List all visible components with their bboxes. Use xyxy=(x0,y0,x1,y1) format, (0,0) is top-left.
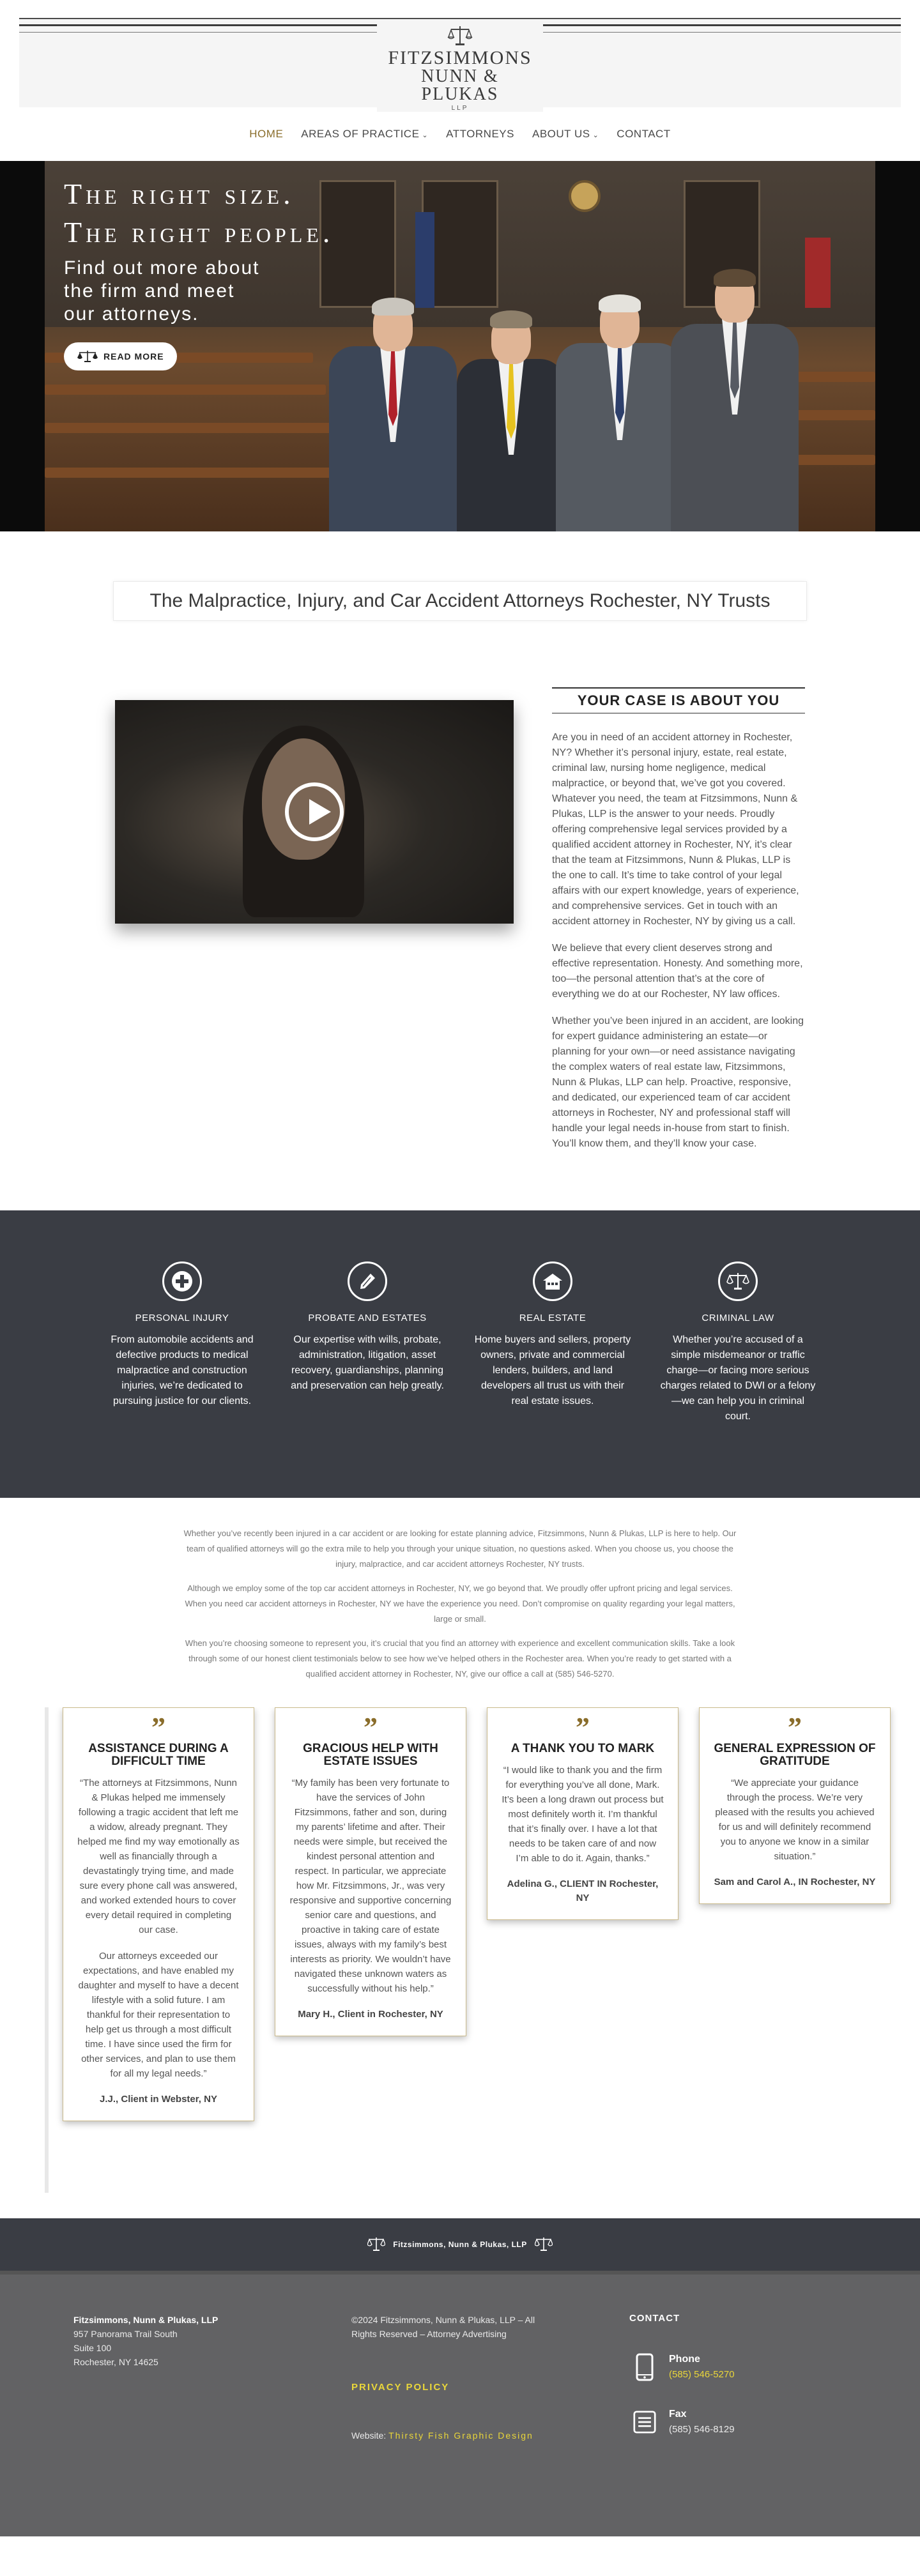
testimonial-title: GRACIOUS HELP WITH ESTATE ISSUES xyxy=(303,1742,438,1768)
quote-icon: ” xyxy=(788,1712,802,1743)
hero-subtext-3: our attorneys. xyxy=(64,303,199,324)
pen-icon xyxy=(348,1261,387,1301)
footer-address-line: Suite 100 xyxy=(73,2343,112,2353)
logo-line-2: NUNN & PLUKAS xyxy=(421,66,499,104)
practice-area-title: REAL ESTATE xyxy=(519,1313,586,1323)
page-title-box xyxy=(113,581,807,621)
practice-area-title: CRIMINAL LAW xyxy=(702,1313,774,1323)
footer-address xyxy=(73,2313,351,2536)
scales-icon xyxy=(535,2237,553,2252)
footer-address-line: Rochester, NY 14625 xyxy=(73,2357,158,2367)
practice-areas xyxy=(0,1210,920,1498)
phone-icon xyxy=(633,2352,656,2382)
read-more-button[interactable] xyxy=(64,342,177,370)
footer-address-line: 957 Panorama Trail South xyxy=(73,2329,178,2339)
phone-label: Phone xyxy=(669,2354,700,2365)
nav-label: HOME xyxy=(249,128,284,140)
pew xyxy=(45,423,339,433)
your-case-heading: YOUR CASE IS ABOUT YOU xyxy=(552,687,805,713)
scales-logo-icon xyxy=(447,24,473,47)
testimonial-title: A THANK YOU TO MARK xyxy=(510,1742,655,1755)
chevron-down-icon: ⌄ xyxy=(422,132,429,139)
site-logo[interactable] xyxy=(377,19,543,112)
quote-icon: ” xyxy=(151,1712,165,1743)
practice-area-title: PROBATE AND ESTATES xyxy=(308,1313,427,1323)
nav-label: ATTORNEYS xyxy=(446,128,514,140)
your-case-paragraph: We believe that every client deserves strong and effective representation. Honesty. And something more, too—the personal attention that’s at the core of everything we do at our Rochester, NY law offices. xyxy=(552,943,803,1000)
footer-logo-band xyxy=(0,2218,920,2275)
testimonial-title: GENERAL EXPRESSION OF GRATITUDE xyxy=(714,1742,876,1768)
intro-section xyxy=(115,687,920,1163)
footer-band-name: Fitzsimmons, Nunn & Plukas, LLP xyxy=(393,2240,527,2249)
pew xyxy=(45,468,351,478)
intro-paragraph: When you’re choosing someone to represent you, it’s crucial that you find an attorney with experience and excellent communication skills. Take a look through some of our honest client testimonials below to see how we’ve helped others in the Rochester area. When you’re ready to get started with a qualified accident attorney in Rochester, NY, give our office a call at (585) 546-5270. xyxy=(185,1638,735,1679)
testimonial-quote: “I would like to thank you and the firm for everything you’ve all done, Mark. It’s been a long drawn out process but most definitely worth it. I’m thankful that it’s finally over. I have a lot that needs to be taken care of and now I’m able to do it. Again, thanks.” xyxy=(502,1765,664,1864)
house-icon xyxy=(533,1261,572,1301)
testimonial-card[interactable] xyxy=(63,1707,254,2121)
practice-area-personal-injury[interactable] xyxy=(102,1261,262,1498)
nav-label: CONTACT xyxy=(617,128,671,140)
nav-attorneys[interactable] xyxy=(437,128,523,141)
fax-number: (585) 546-8129 xyxy=(669,2424,735,2435)
testimonial-author: Mary H., Client in Rochester, NY xyxy=(298,2009,443,2020)
practice-area-real-estate[interactable] xyxy=(473,1261,632,1498)
main-nav xyxy=(0,107,920,161)
scales-icon xyxy=(367,2237,385,2252)
quote-icon: ” xyxy=(364,1712,378,1743)
intro-paragraph: Although we employ some of the top car accident attorneys in Rochester, NY, we go beyond that. We proudly offer upfront pricing and legal services. When you need car accident attorneys in Rochester, NY we have the experience you need. Don’t compromise on quality regarding your legal matters, large or small. xyxy=(185,1583,735,1624)
intro-paragraph: Whether you’ve recently been injured in a car accident or are looking for estate planning advice, Fitzsimmons, Nunn & Plukas, LLP is here to help. Our team of qualified attorneys will go the extra mile to help you through your unique situation, no questions asked. When you choose us, you choose the injury, malpractice, and car accident attorneys Rochester, NY trusts. xyxy=(183,1528,737,1569)
hero-banner xyxy=(0,161,920,531)
your-case-copy xyxy=(552,687,805,1163)
wall-clock xyxy=(569,180,601,212)
practice-area-probate-estates[interactable] xyxy=(288,1261,447,1498)
scales-icon xyxy=(718,1261,758,1301)
flag xyxy=(805,238,831,308)
attorney-figure xyxy=(556,286,684,531)
nav-label: AREAS OF PRACTICE xyxy=(301,128,420,140)
practice-area-text: Whether you’re accused of a simple misdemeanor or traffic charge—or facing more serious charges related to DWI or a felony—we can help you in criminal court. xyxy=(660,1334,816,1422)
footer-contact-heading: CONTACT xyxy=(629,2313,680,2324)
practice-area-title: PERSONAL INJURY xyxy=(135,1313,229,1323)
your-case-paragraph: Are you in need of an accident attorney in Rochester, NY? Whether it’s personal injury, estate, real estate, criminal law, nursing home negligence, medical malpractice, or beyond that, we’ve got you covered. Whatever you need, the team at Fitzsimmons, Nunn & Plukas, LLP is the answer to your needs. Proudly offering comprehensive legal services provided by a qualified accident attorney in Rochester, NY, it’s clear that the team at Fitzsimmons, Nunn & Plukas, LLP is the one to call. It’s time to take control of your legal affairs with our expert knowledge, years of experience, and comprehensive services. Get in touch with an accident attorney in Rochester, NY by giving us a call. xyxy=(552,732,799,927)
testimonial-quote: “My family has been very fortunate to have the services of John Fitzsimmons, father and son, during my parents’ lifetime and after. Their needs were simple, but received the kindest personal attention and respect. In particular, we appreciate how Mr. Fitzsimmons, Jr., was very responsive and supportive concerning senior care and questions, and proactive in taking care of estate issues, always with my family’s best interests as priority. We wouldn’t have navigated these unknown waters as successfully without his help.” xyxy=(289,1778,452,1994)
footer-contact xyxy=(629,2313,840,2536)
nav-label: ABOUT US xyxy=(532,128,590,140)
attorney-figure xyxy=(671,260,799,531)
intro-text xyxy=(179,1526,741,1682)
testimonial-quote: “We appreciate your guidance through the process. We’re very pleased with the results you achieved for us and will definitely recommend you to anyone we know in a similar situation.” xyxy=(715,1778,875,1862)
testimonial-quote: Our attorneys exceeded our expectations, and have enabled my daughter and myself to have a decent lifestyle with a solid future. I am thankful for their representation to help get us through a most difficult time. I have since used the firm for other services, and plan to use them for all my legal needs.” xyxy=(78,1951,239,2079)
testimonial-title: ASSISTANCE DURING A DIFFICULT TIME xyxy=(88,1742,229,1768)
testimonial-card[interactable] xyxy=(699,1707,891,1904)
page-title: The Malpractice, Injury, and Car Accident Attorneys Rochester, NY Trusts xyxy=(150,590,770,611)
footer-fax xyxy=(633,2407,840,2437)
privacy-policy-link[interactable]: PRIVACY POLICY xyxy=(351,2382,450,2393)
nav-contact[interactable] xyxy=(608,128,679,141)
testimonial-author: Sam and Carol A., IN Rochester, NY xyxy=(714,1877,876,1887)
fax-icon xyxy=(633,2407,656,2437)
logo-line-3: LLP xyxy=(451,105,469,112)
practice-area-text: Our expertise with wills, probate, administration, litigation, asset recovery, guardianships, planning and preservation can help greatly. xyxy=(291,1334,444,1391)
practice-area-text: Home buyers and sellers, property owners, private and commercial lenders, builders, and land developers all trust us with their real estate issues. xyxy=(474,1334,631,1406)
site-header xyxy=(19,18,901,112)
site-footer xyxy=(0,2275,920,2536)
footer-website-credit xyxy=(351,2428,543,2443)
website-credit-link[interactable]: Thirsty Fish Graphic Design xyxy=(388,2430,533,2441)
testimonial-card[interactable] xyxy=(487,1707,678,1920)
footer-legal xyxy=(351,2313,629,2536)
video-player[interactable] xyxy=(115,700,514,924)
logo-line-1: FITZSIMMONS xyxy=(388,47,532,68)
quote-icon: ” xyxy=(576,1712,590,1743)
attorney-figure xyxy=(329,289,457,531)
hero-headline-1: The right size. xyxy=(64,178,295,210)
plus-icon xyxy=(162,1261,202,1301)
hero-subtext-1: Find out more about xyxy=(64,257,260,278)
practice-area-text: From automobile accidents and defective products to medical malpractice and construction injuries, we’re dedicated to pursuing justice for our clients. xyxy=(111,1334,254,1406)
hero-text xyxy=(64,175,334,370)
nav-home[interactable] xyxy=(240,128,292,141)
footer-phone[interactable] xyxy=(633,2352,840,2382)
testimonial-author: Adelina G., CLIENT IN Rochester, NY xyxy=(507,1879,659,1903)
attorney-figure xyxy=(457,305,565,531)
testimonial-card[interactable] xyxy=(275,1707,466,2036)
play-icon[interactable] xyxy=(285,782,344,841)
footer-firm-name: Fitzsimmons, Nunn & Plukas, LLP xyxy=(73,2315,218,2325)
pew xyxy=(45,385,326,395)
testimonial-author: J.J., Client in Webster, NY xyxy=(100,2094,217,2105)
testimonials-carousel[interactable] xyxy=(0,1707,920,2193)
carousel-edge xyxy=(45,1707,49,2193)
chevron-down-icon: ⌄ xyxy=(592,132,599,139)
nav-about-us[interactable] xyxy=(523,128,608,141)
your-case-paragraph: Whether you’ve been injured in an accident, are looking for expert guidance administering an estate—or planning for your own—or need assistance navigating the complex waters of real estate law, Fitzsimmons, Nunn & Plukas, LLP can help. Proactive, responsive, and dedicated, our experienced team of car accident attorneys in Rochester, NY and professional staff will handle your legal needs in-house from start to finish. You’ll know them, and they’ll know your case. xyxy=(552,1016,804,1149)
nav-areas-of-practice[interactable] xyxy=(292,128,437,141)
website-label: Website: xyxy=(351,2430,387,2441)
footer-copyright: ©2024 Fitzsimmons, Nunn & Plukas, LLP – All Rights Reserved – Attorney Advertising xyxy=(351,2315,535,2339)
testimonial-quote: “The attorneys at Fitzsimmons, Nunn & Plukas helped me immensely following a tragic accident that left me a widow, already pregnant. They helped me find my way emotionally as well as financially through a devastatingly trying time, and made sure every phone call was answered, and worked extended hours to cover every detail required in completing our case. xyxy=(77,1778,240,1935)
phone-number[interactable]: (585) 546-5270 xyxy=(669,2369,735,2380)
hero-subtext-2: the firm and meet xyxy=(64,280,235,301)
practice-area-criminal-law[interactable] xyxy=(658,1261,818,1498)
hero-headline-2: The right people. xyxy=(64,216,334,248)
scales-icon xyxy=(77,350,98,363)
read-more-label: READ MORE xyxy=(103,351,164,362)
fax-label: Fax xyxy=(669,2409,687,2420)
